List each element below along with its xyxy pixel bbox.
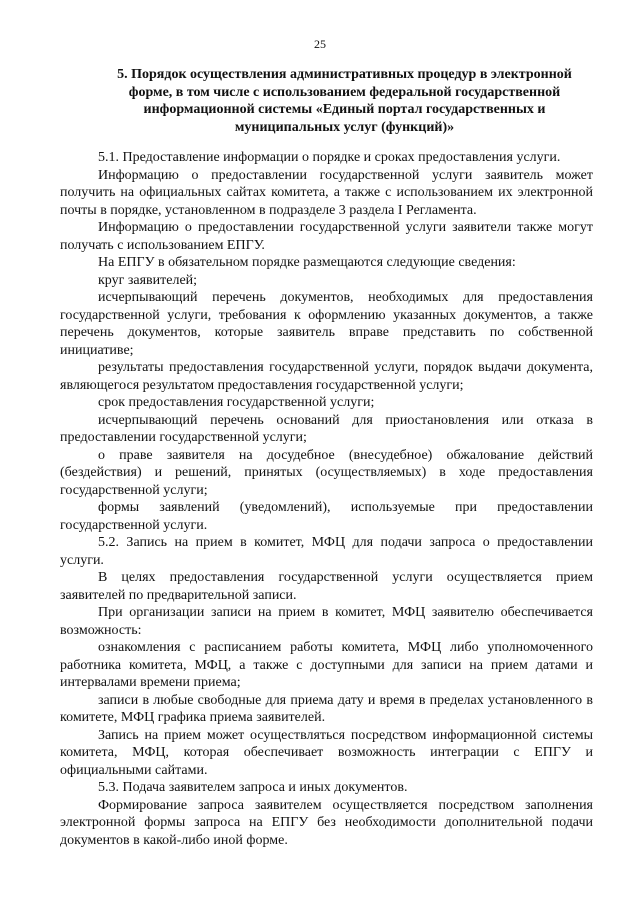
list-item: записи в любые свободные для приема дату и время в пределах установленного в комитете, МФЦ графика приема заявителей.	[60, 692, 593, 725]
paragraph: 5.2. Запись на прием в комитет, МФЦ для подачи запроса о предоставлении услуги.	[60, 535, 593, 568]
page-number: 25	[314, 37, 326, 51]
paragraph: При организации записи на прием в комитет, МФЦ заявителю обеспечивается возможность:	[60, 605, 593, 638]
list-item: исчерпывающий перечень документов, необходимых для предоставления государственной услуги, требования к оформлению указанных документов, а также перечень документов, которые заявитель вправе представить по собственной инициативе;	[60, 290, 593, 358]
paragraph: В целях предоставления государственной услуги осуществляется прием заявителей по предварительной записи.	[60, 570, 593, 603]
list-item: срок предоставления государственной услуги;	[98, 395, 375, 410]
paragraph: Формирование запроса заявителем осуществляется посредством заполнения электронной формы запроса на ЕПГУ без необходимости дополнительной подачи документов в какой-либо иной форме.	[60, 797, 593, 848]
paragraph: Запись на прием может осуществляться посредством информационной системы комитета, МФЦ, которая обеспечивает возможность интеграции с ЕПГУ и официальными сайтами.	[60, 727, 593, 778]
list-item: формы заявлений (уведомлений), используемые при предоставлении государственной услуги.	[60, 500, 593, 533]
section-heading: 5. Порядок осуществления административных процедур в электронной форме, в том числе с использованием федеральной государственной информационной системы «Единый портал государственных и муниципальных услуг (функций)»	[117, 67, 572, 135]
paragraph: 5.3. Подача заявителем запроса и иных документов.	[98, 780, 408, 795]
paragraph: Информацию о предоставлении государственной услуги заявители также могут получать с использованием ЕПГУ.	[60, 220, 593, 253]
paragraph: На ЕПГУ в обязательном порядке размещаются следующие сведения:	[98, 255, 516, 270]
paragraph: Информацию о предоставлении государственной услуги заявитель может получить на официальных сайтах комитета, а также с использованием их электронной почты в порядке, установленном в подразделе 3 раздела I Регламента.	[60, 167, 593, 218]
list-item: результаты предоставления государственной услуги, порядок выдачи документа, являющегося результатом предоставления государственной услуги;	[60, 360, 593, 393]
list-item: о праве заявителя на досудебное (внесудебное) обжалование действий (бездействия) и решений, принятых (осуществляемых) в ходе предоставления государственной услуги;	[60, 447, 593, 498]
list-item: круг заявителей;	[98, 272, 198, 288]
list-item: исчерпывающий перечень оснований для приостановления или отказа в предоставлении государственной услуги;	[60, 412, 593, 445]
paragraph: 5.1. Предоставление информации о порядке и сроках предоставления услуги.	[98, 150, 561, 165]
list-item: ознакомления с расписанием работы комитета, МФЦ либо уполномоченного работника комитета, МФЦ, а также с доступными для записи на прием датами и интервалами времени приема;	[60, 640, 593, 690]
section-body	[60, 149, 593, 849]
